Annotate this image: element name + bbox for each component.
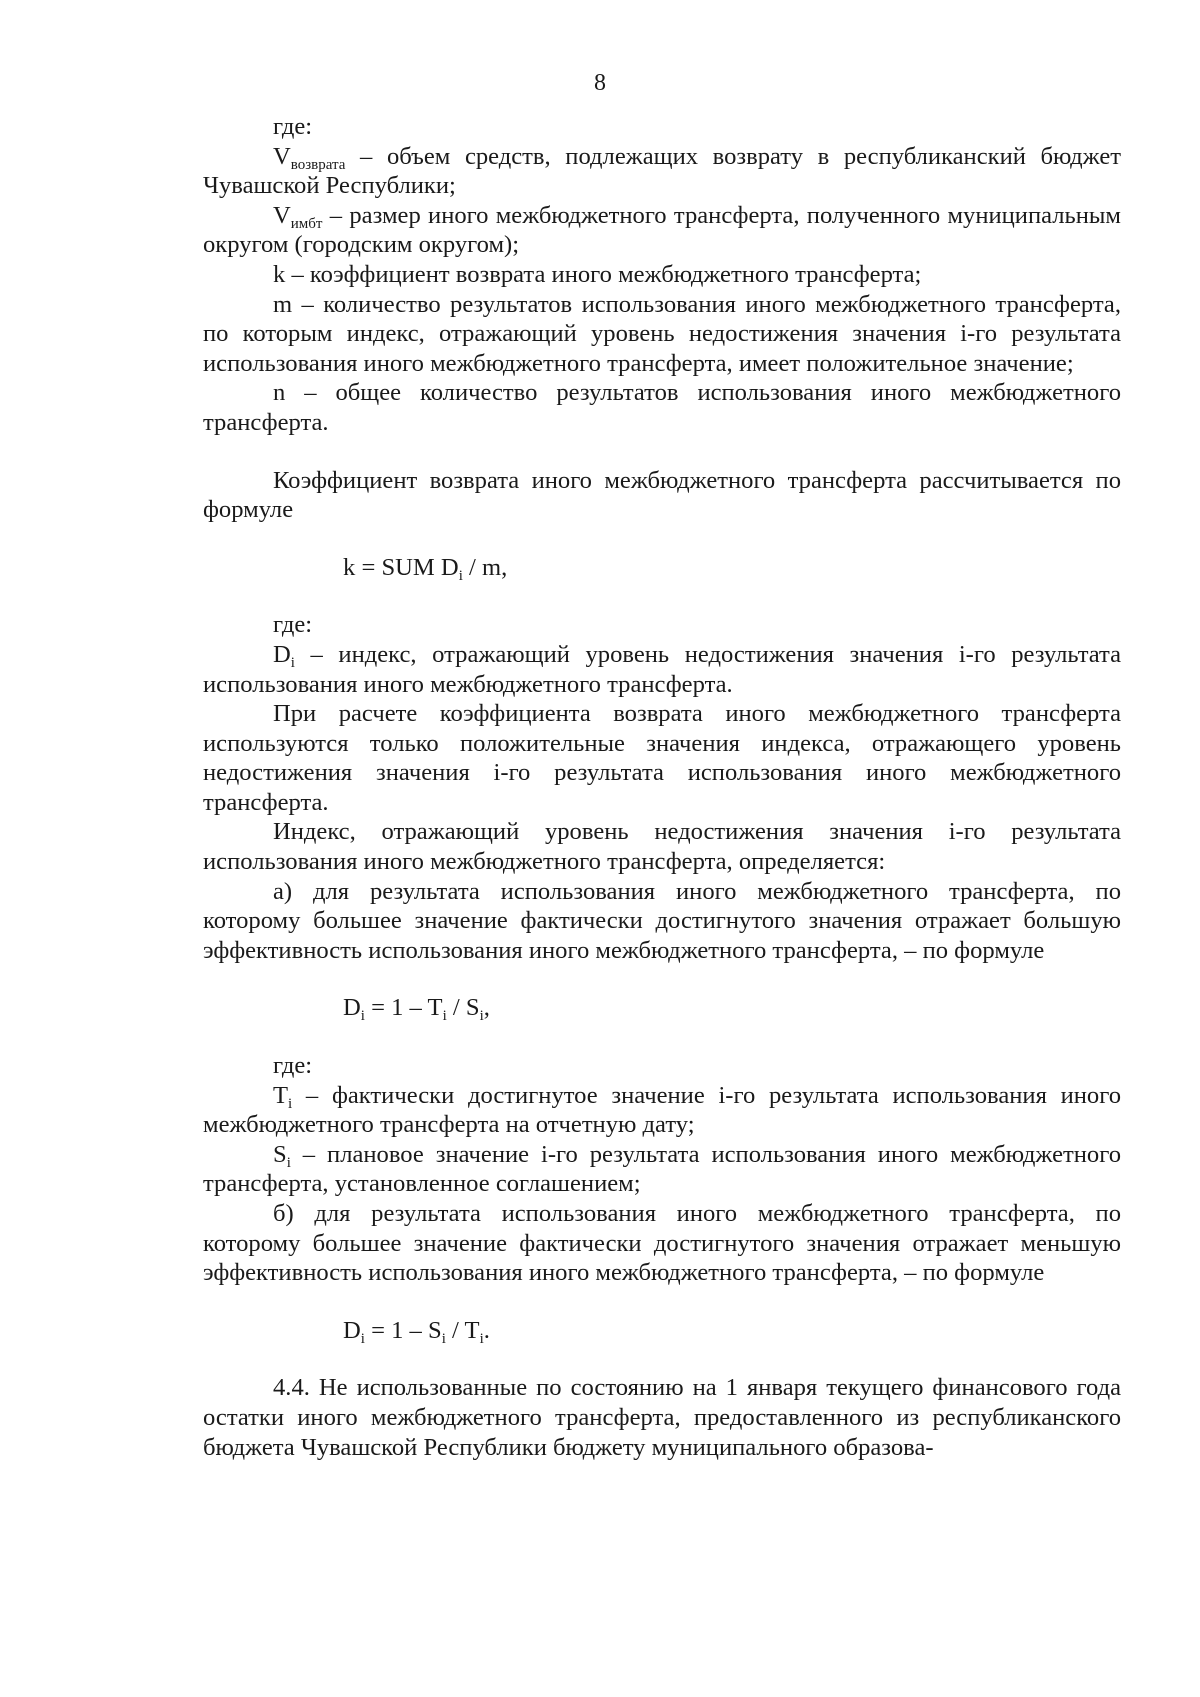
formula-a-d: D: [343, 994, 361, 1022]
formula-a-mid: = 1 – T: [364, 994, 443, 1022]
formula-a-d-sub: i: [360, 1008, 365, 1025]
where-label: где:: [273, 1052, 313, 1080]
formula-k-suffix: / m,: [462, 553, 508, 581]
case-a: а) для результата использования иного межбюджетного трансферта, по которому большее значение фактически достигнутого значения отражает большую эффективность использования иного межбюджетного трансферта, – по формуле: [203, 877, 1121, 964]
definition-v-imbt: [203, 201, 1121, 260]
di-symbol: D: [273, 640, 291, 668]
formula-k-subscript: i: [458, 567, 463, 584]
si-description: – плановое значение i-го результата использования иного межбюджетного трансферта, установленное соглашением;: [203, 1140, 1121, 1198]
formula-k-prefix: k = SUM D: [343, 553, 459, 581]
definition-n: n – общее количество результатов использования иного межбюджетного трансферта.: [203, 379, 1121, 436]
formula-a: [203, 993, 1121, 1023]
case-b: б) для результата использования иного межбюджетного трансферта, по которому большее значение фактически достигнутого значения отражает меньшую эффективность использования иного межбюджетного трансферта, – по формуле: [203, 1200, 1121, 1287]
definition-k: k – коэффициент возврата иного межбюджетного трансферта;: [273, 260, 922, 288]
definition-di: [203, 640, 1121, 699]
formula-b-s-sub: i: [441, 1330, 446, 1347]
di-subscript: i: [290, 654, 295, 671]
formula-b-t-sub: i: [479, 1330, 484, 1347]
ti-symbol: T: [273, 1081, 289, 1109]
formula-b-slash: / T: [445, 1316, 480, 1344]
document-body: [203, 112, 1121, 1462]
definition-ti: [203, 1081, 1121, 1140]
si-subscript: i: [286, 1154, 291, 1171]
formula-a-s-sub: i: [479, 1008, 484, 1025]
formula-b-end: .: [483, 1316, 490, 1344]
definition-v-return: [203, 142, 1121, 201]
v-imbt-subscript: имбт: [290, 215, 323, 232]
formula-b-mid: = 1 – S: [364, 1316, 442, 1344]
di-description: – индекс, отражающий уровень недостижения значения i-го результата использования иного межбюджетного трансферта.: [203, 640, 1121, 698]
formula-a-slash: / S: [446, 994, 480, 1022]
coefficient-intro: Коэффициент возврата иного межбюджетного трансферта рассчитывается по формуле: [203, 466, 1121, 524]
page-number: 8: [594, 70, 606, 96]
v-return-symbol: V: [273, 142, 291, 170]
v-imbt-description: – размер иного межбюджетного трансферта, полученного муниципальным округом (городским округом);: [203, 201, 1121, 259]
definition-si: [203, 1140, 1121, 1199]
positive-values-note: При расчете коэффициента возврата иного межбюджетного трансферта используются только положительные значения индекса, отражающего уровень недостижения значения i-го результата использования иного межбюджетного трансферта.: [203, 700, 1121, 816]
definition-m: m – количество результатов использования иного межбюджетного трансферта, по которым индекс, отражающий уровень недостижения значения i-го результата использования иного межбюджетного трансферта, имеет положительное значение;: [203, 290, 1121, 377]
ti-subscript: i: [288, 1095, 293, 1112]
formula-a-end: ,: [483, 994, 490, 1022]
ti-description: – фактически достигнутое значение i-го результата использования иного межбюджетного трансферта на отчетную дату;: [203, 1081, 1121, 1139]
index-intro: Индекс, отражающий уровень недостижения значения i-го результата использования иного межбюджетного трансферта, определяется:: [203, 818, 1121, 876]
si-symbol: S: [273, 1140, 287, 1168]
formula-a-t-sub: i: [442, 1008, 447, 1025]
where-label: где:: [273, 611, 313, 639]
v-return-description: – объем средств, подлежащих возврату в республиканский бюджет Чувашской Республики;: [203, 142, 1121, 200]
formula-b-d-sub: i: [360, 1330, 365, 1347]
where-label: где:: [273, 113, 313, 140]
formula-b-d: D: [343, 1316, 361, 1344]
paragraph-4-4: 4.4. Не использованные по состоянию на 1 января текущего финансового года остатки иного межбюджетного трансферта, предоставленного из республиканского бюджета Чувашской Республики бюджету муниципального образова-: [203, 1374, 1121, 1461]
formula-b: [203, 1316, 1121, 1346]
v-return-subscript: возврата: [290, 156, 346, 173]
formula-k: [203, 553, 1121, 583]
v-imbt-symbol: V: [273, 201, 291, 229]
